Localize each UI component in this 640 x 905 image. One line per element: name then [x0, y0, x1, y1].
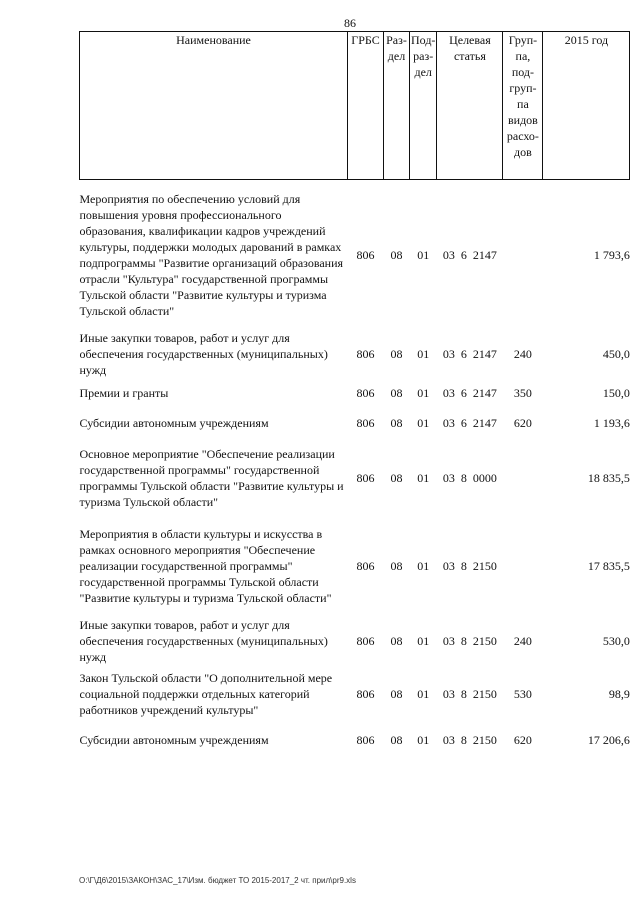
- row-podrazdel: 01: [417, 470, 430, 485]
- row-name: Иные закупки товаров, работ и услуг для обеспечения государственных (муниципальных) нужд: [79, 330, 328, 377]
- row-group: 530: [513, 686, 532, 701]
- row-group: 240: [513, 346, 532, 361]
- row-target: 03 8 2150: [442, 732, 497, 747]
- row-grbs: 806: [356, 247, 375, 262]
- row-name: Мероприятия по обеспечению условий для повышения уровня профессионального образования, квалификации кадров учреждений культуры, поддержки молодых дарований в рамках подпрограммы "Развитие организаций образования отрасли "Культура" государственной программы Тульской области "Развитие культуры и туризма Тульской области": [79, 191, 344, 318]
- row-razdel: 08: [390, 385, 403, 400]
- row-podrazdel: 01: [417, 346, 430, 361]
- header-year: 2015 год: [543, 32, 630, 180]
- row-target: 03 8 2150: [442, 633, 497, 648]
- row-razdel: 08: [390, 686, 403, 701]
- row-amount: 1 193,6: [593, 415, 630, 430]
- row-group: 240: [513, 633, 532, 648]
- table-row: [80, 720, 630, 760]
- row-razdel: 08: [390, 346, 403, 361]
- row-amount: 450,0: [602, 346, 630, 361]
- budget-table: [79, 31, 630, 760]
- table-row: [80, 668, 630, 720]
- row-amount: 1 793,6: [593, 247, 630, 262]
- row-target: 03 6 2147: [442, 346, 497, 361]
- row-podrazdel: 01: [417, 686, 430, 701]
- row-grbs: 806: [356, 686, 375, 701]
- table-row: [80, 518, 630, 614]
- row-podrazdel: 01: [417, 558, 430, 573]
- row-group: 620: [513, 415, 532, 430]
- row-razdel: 08: [390, 415, 403, 430]
- row-group: [503, 518, 543, 614]
- row-podrazdel: 01: [417, 247, 430, 262]
- table-row: [80, 408, 630, 438]
- table-row: [80, 614, 630, 668]
- row-group: 350: [513, 385, 532, 400]
- row-grbs: 806: [356, 633, 375, 648]
- row-grbs: 806: [356, 415, 375, 430]
- row-target: 03 6 2147: [442, 385, 497, 400]
- row-podrazdel: 01: [417, 633, 430, 648]
- row-grbs: 806: [356, 470, 375, 485]
- row-target: 03 6 2147: [442, 247, 497, 262]
- row-amount: 17 206,6: [587, 732, 630, 747]
- row-amount: 530,0: [602, 633, 630, 648]
- row-podrazdel: 01: [417, 415, 430, 430]
- row-podrazdel: 01: [417, 385, 430, 400]
- row-group: [503, 438, 543, 518]
- table-row: [80, 180, 630, 330]
- row-razdel: 08: [390, 558, 403, 573]
- row-amount: 98,9: [608, 686, 630, 701]
- row-name: Субсидии автономным учреждениям: [79, 415, 269, 430]
- header-grbs: ГРБС: [348, 32, 384, 180]
- header-name: Наименование: [80, 32, 348, 180]
- row-podrazdel: 01: [417, 732, 430, 747]
- table-row: [80, 378, 630, 408]
- row-name: Основное мероприятие "Обеспечение реализации государственной программы" государственной программы Тульской области "Развитие культуры и туризма Тульской области": [79, 446, 344, 509]
- row-razdel: 08: [390, 633, 403, 648]
- row-target: 03 8 2150: [442, 686, 497, 701]
- row-amount: 18 835,5: [587, 470, 630, 485]
- row-name: Мероприятия в области культуры и искусства в рамках основного мероприятия "Обеспечение реализации государственной программы" государственной программы Тульской области "Развитие культуры и туризма Тульской области": [79, 526, 332, 605]
- table-row: [80, 330, 630, 378]
- row-target: 03 8 0000: [442, 470, 497, 485]
- table-header-row: [80, 32, 630, 180]
- row-razdel: 08: [390, 247, 403, 262]
- footer-file-path: O:\Г\Д6\2015\ЗАКОН\ЗАС_17\Изм. бюджет ТО 2015-2017_2 чт. прил\pr9.xls: [79, 876, 356, 885]
- page-number: 86: [344, 16, 356, 30]
- header-podrazdel: Под- раз- дел: [410, 32, 437, 180]
- header-target: Целевая статья: [437, 32, 503, 180]
- header-razdel: Раз- дел: [384, 32, 410, 180]
- header-group: Груп- па, под- груп- па видов расхо- дов: [503, 32, 543, 180]
- row-name: Иные закупки товаров, работ и услуг для обеспечения государственных (муниципальных) нужд: [79, 617, 328, 664]
- row-grbs: 806: [356, 732, 375, 747]
- row-amount: 17 835,5: [587, 558, 630, 573]
- row-target: 03 8 2150: [442, 558, 497, 573]
- row-razdel: 08: [390, 732, 403, 747]
- row-name: Субсидии автономным учреждениям: [79, 732, 269, 747]
- row-name: Премии и гранты: [79, 385, 169, 400]
- row-target: 03 6 2147: [442, 415, 497, 430]
- row-group: 620: [513, 732, 532, 747]
- row-razdel: 08: [390, 470, 403, 485]
- table-row: [80, 438, 630, 518]
- row-grbs: 806: [356, 346, 375, 361]
- row-grbs: 806: [356, 385, 375, 400]
- row-name: Закон Тульской области "О дополнительной мере социальной поддержки отдельных категорий работников учреждений культуры": [79, 670, 333, 717]
- row-amount: 150,0: [602, 385, 630, 400]
- row-grbs: 806: [356, 558, 375, 573]
- row-group: [503, 180, 543, 330]
